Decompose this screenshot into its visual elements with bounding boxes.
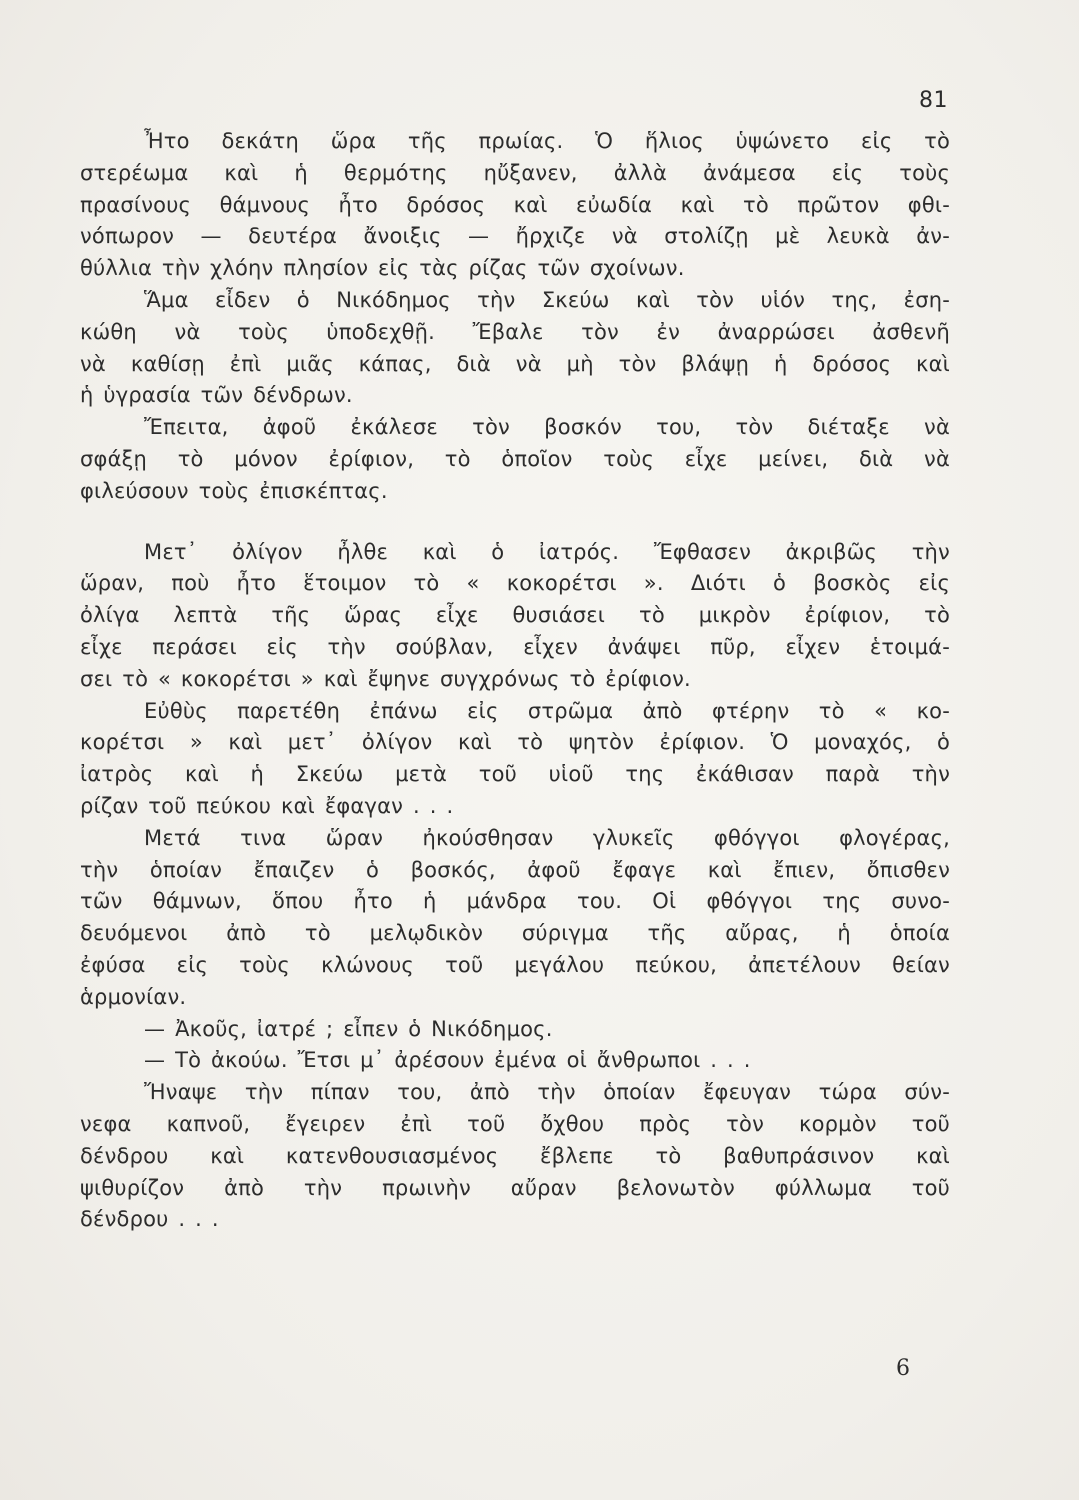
text-line: Εὐθὺς παρετέθη ἐπάνω εἰς στρῶμα ἀπὸ φτέρην τὸ « κο- — [144, 698, 950, 723]
text-line: Ἅμα εἶδεν ὁ Νικόδημος τὴν Σκεύω καὶ τὸν υἱόν της, ἐση- — [144, 287, 950, 312]
text-line: νεφα καπνοῦ, ἔγειρεν ἐπὶ τοῦ ὄχθου πρὸς τὸν κορμὸν τοῦ — [80, 1111, 950, 1136]
text-line: ψιθυρίζον ἀπὸ τὴν πρωινὴν αὔραν βελονωτὸν φύλλωμα τοῦ — [80, 1175, 950, 1200]
text-line: ἐφύσα εἰς τοὺς κλώνους τοῦ μεγάλου πεύκου, ἀπετέλουν θείαν — [80, 952, 950, 977]
text-line: ἡ ὑγρασία τῶν δένδρων. — [80, 383, 353, 408]
page-number: 81 — [919, 88, 948, 113]
text-line: κορέτσι » καὶ μετ᾽ ὀλίγον καὶ τὸ ψητὸν ἐρίφιον. Ὁ μοναχός, ὁ — [80, 730, 950, 755]
text-line: Μετά τινα ὥραν ἠκούσθησαν γλυκεῖς φθόγγοι φλογέρας, — [144, 825, 950, 850]
text-line: στερέωμα καὶ ἡ θερμότης ηὔξανεν, ἀλλὰ ἀνάμεσα εἰς τοὺς — [80, 160, 950, 185]
text-line: κώθη νὰ τοὺς ὑποδεχθῇ. Ἔβαλε τὸν ἐν ἀναρρώσει ἀσθενῆ — [80, 319, 950, 344]
text-line: νὰ καθίσῃ ἐπὶ μιᾶς κάπας, διὰ νὰ μὴ τὸν βλάψῃ ἡ δρόσος καὶ — [80, 351, 950, 376]
section-gap — [80, 508, 950, 537]
text-line: τὴν ὁποίαν ἔπαιζεν ὁ βοσκός, ἀφοῦ ἔφαγε καὶ ἔπιεν, ὄπισθεν — [80, 857, 950, 882]
text-line: Ἤναψε τὴν πίπαν του, ἀπὸ τὴν ὁποίαν ἔφευγαν τώρα σύν- — [144, 1080, 950, 1105]
text-line: δένδρου καὶ κατενθουσιασμένος ἔβλεπε τὸ βαθυπράσινον καὶ — [80, 1143, 950, 1168]
text-line: ρίζαν τοῦ πεύκου καὶ ἔφαγαν . . . — [80, 793, 454, 818]
text-line: ὀλίγα λεπτὰ τῆς ὥρας εἶχε θυσιάσει τὸ μικρὸν ἐρίφιον, τὸ — [80, 603, 950, 628]
text-line: σει τὸ « κοκορέτσι » καὶ ἔψηνε συγχρόνως τὸ ἐρίφιον. — [80, 666, 691, 691]
text-line: σφάξῃ τὸ μόνον ἐρίφιον, τὸ ὁποῖον τοὺς εἶχε μείνει, διὰ νὰ — [80, 446, 950, 471]
text-line: δένδρου . . . — [80, 1207, 219, 1232]
text-line: Μετ᾽ ὀλίγον ἦλθε καὶ ὁ ἰατρός. Ἔφθασεν ἀκριβῶς τὴν — [144, 539, 950, 564]
text-line: ὥραν, ποὺ ἦτο ἕτοιμον τὸ « κοκορέτσι ». Διότι ὁ βοσκὸς εἰς — [80, 571, 950, 596]
text-line: δευόμενοι ἀπὸ τὸ μελῳδικὸν σύριγμα τῆς αὔρας, ἡ ὁποία — [80, 921, 950, 946]
text-line: τῶν θάμνων, ὅπου ἦτο ἡ μάνδρα του. Οἱ φθόγγοι της συνο- — [80, 889, 950, 914]
text-line: θύλλια τὴν χλόην πλησίον εἰς τὰς ρίζας τῶν σχοίνων. — [80, 256, 685, 281]
text-line: πρασίνους θάμνους ἦτο δρόσος καὶ εὐωδία καὶ τὸ πρῶτον φθι- — [80, 192, 950, 217]
dialogue-line: — Τὸ ἀκούω. Ἔτσι μ᾽ ἀρέσουν ἐμένα οἱ ἄνθρωποι . . . — [144, 1048, 751, 1073]
text-line: ἁρμονίαν. — [80, 984, 187, 1009]
body-text — [80, 126, 950, 1236]
text-line: νόπωρον — δευτέρα ἄνοιξις — ἤρχιζε νὰ στολίζῃ μὲ λευκὰ ἀν- — [80, 224, 950, 249]
signature-mark: 6 — [896, 1356, 910, 1381]
text-line: φιλεύσουν τοὺς ἐπισκέπτας. — [80, 478, 388, 503]
text-line: Ἦτο δεκάτη ὥρα τῆς πρωίας. Ὁ ἥλιος ὑψώνετο εἰς τὸ — [144, 129, 950, 153]
text-line: Ἔπειτα, ἀφοῦ ἐκάλεσε τὸν βοσκόν του, τὸν διέταξε νὰ — [144, 415, 950, 440]
text-line: εἶχε περάσει εἰς τὴν σούβλαν, εἶχεν ἀνάψει πῦρ, εἶχεν ἑτοιμά- — [80, 634, 950, 659]
dialogue-line: — Ἀκοῦς, ἰατρέ ; εἶπεν ὁ Νικόδημος. — [144, 1016, 553, 1041]
text-line: ἰατρὸς καὶ ἡ Σκεύω μετὰ τοῦ υἱοῦ της ἐκάθισαν παρὰ τὴν — [80, 762, 950, 787]
